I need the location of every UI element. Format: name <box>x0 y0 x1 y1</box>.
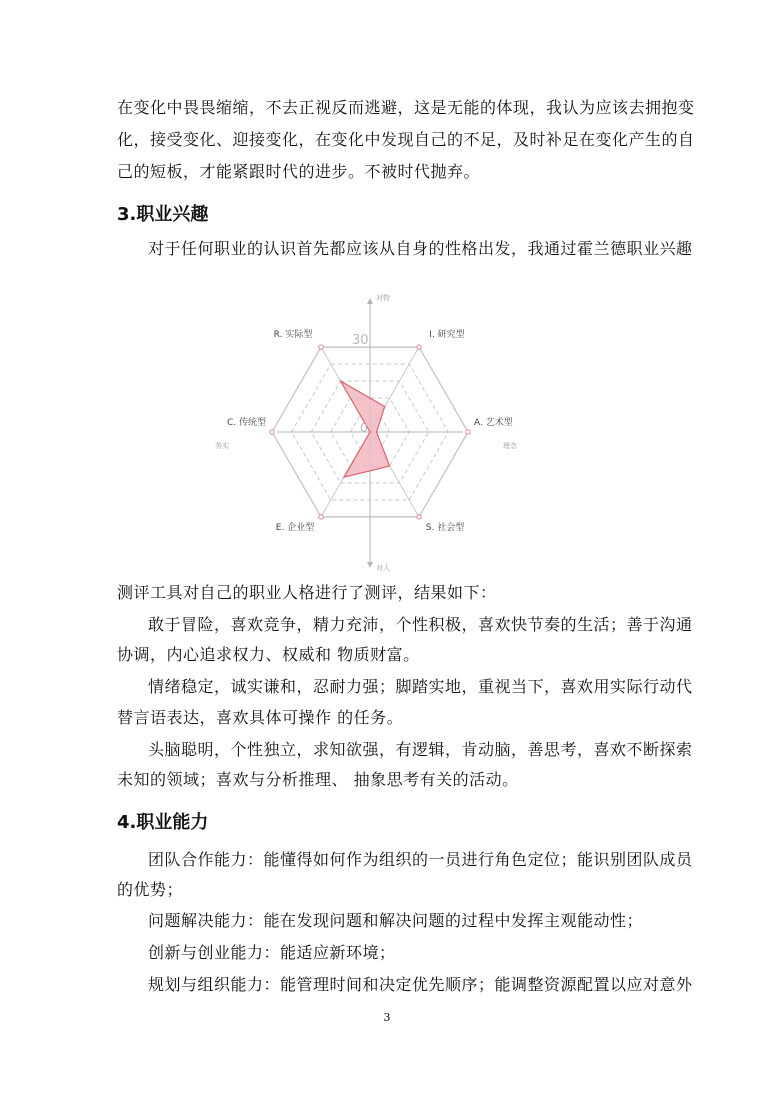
radar-vertex-dot <box>466 430 470 434</box>
radar-vertex-dot <box>319 515 323 519</box>
paragraph-line: 测评工具对自己的职业人格进行了测评，结果如下： <box>117 583 497 602</box>
paragraph-line: 对于任何职业的认识首先都应该从自身的性格出发，我通过霍兰德职业兴趣 <box>148 239 693 258</box>
paragraph-line: 未知的领域；喜欢与分析推理、 抽象思考有关的活动。 <box>117 770 519 789</box>
radar-axis-label: I. 研究型 <box>429 330 465 341</box>
scale-max-label: 30 <box>352 333 369 348</box>
vertical-axis-top-label: 对物 <box>376 294 390 302</box>
radar-vertex-dot <box>417 515 421 519</box>
paragraph-line: 己的短板，才能紧跟时代的进步。不被时代抛弃。 <box>117 162 481 181</box>
page-number: 3 <box>383 1011 391 1024</box>
paragraph-line: 在变化中畏畏缩缩，不去正视反而逃避，这是无能的体现，我认为应该去拥抱变 <box>117 98 695 117</box>
radar-axis-label: A. 艺术型 <box>474 418 513 428</box>
paragraph-line: 问题解决能力：能在发现问题和解决问题的过程中发挥主观能动性； <box>148 911 644 930</box>
radar-axis-label: S. 社会型 <box>425 522 465 533</box>
paragraph-line: 创新与创业能力：能适应新环境； <box>148 943 396 962</box>
axis-arrow-up-icon <box>367 298 373 304</box>
paragraph-line: 团队合作能力：能懂得如何作为组织的一员进行角色定位；能识别团队成员 <box>148 850 693 869</box>
vertical-axis-bottom-label: 对人 <box>376 564 390 572</box>
paragraph-line: 规划与组织能力：能管理时间和决定优先顺序；能调整资源配置以应对意外 <box>148 975 693 994</box>
paragraph-line: 的优势； <box>117 880 184 899</box>
paragraph-line: 头脑聪明，个性独立，求知欲强，有逻辑，肯动脑，善思考，喜欢不断探索 <box>148 740 693 759</box>
paragraph-line: 协调，内心追求权力、权威和 物质财富。 <box>117 645 420 664</box>
radar-axis-label: R. 实际型 <box>273 330 313 341</box>
radar-vertex-dot <box>270 430 274 434</box>
horizontal-axis-right-label: 理念 <box>503 442 517 450</box>
radar-vertex-dot <box>417 345 421 349</box>
radar-axis-label: E. 企业型 <box>275 522 315 533</box>
paragraph-line: 敢于冒险，喜欢竞争，精力充沛，个性积极，喜欢快节奏的生活；善于沟通 <box>148 615 693 634</box>
section-heading-3: 3.职业兴趣 <box>117 204 209 225</box>
section-heading-4: 4.职业能力 <box>117 812 209 833</box>
radar-axis-label: C. 传统型 <box>226 418 266 428</box>
paragraph-line: 情绪稳定，诚实谦和，忍耐力强；脚踏实地，重视当下，喜欢用实际行动代 <box>148 677 693 696</box>
scale-min-label: 0 <box>360 421 368 435</box>
paragraph-line: 化，接受变化、迎接变化，在变化中发现自己的不足，及时补足在变化产生的自 <box>117 130 695 149</box>
horizontal-axis-left-label: 务实 <box>215 442 229 450</box>
radar-vertex-dot <box>319 345 323 349</box>
paragraph-line: 替言语表达，喜欢具体可操作 的任务。 <box>117 708 404 727</box>
axis-arrow-down-icon <box>367 562 373 568</box>
holland-radar-chart <box>205 288 525 573</box>
